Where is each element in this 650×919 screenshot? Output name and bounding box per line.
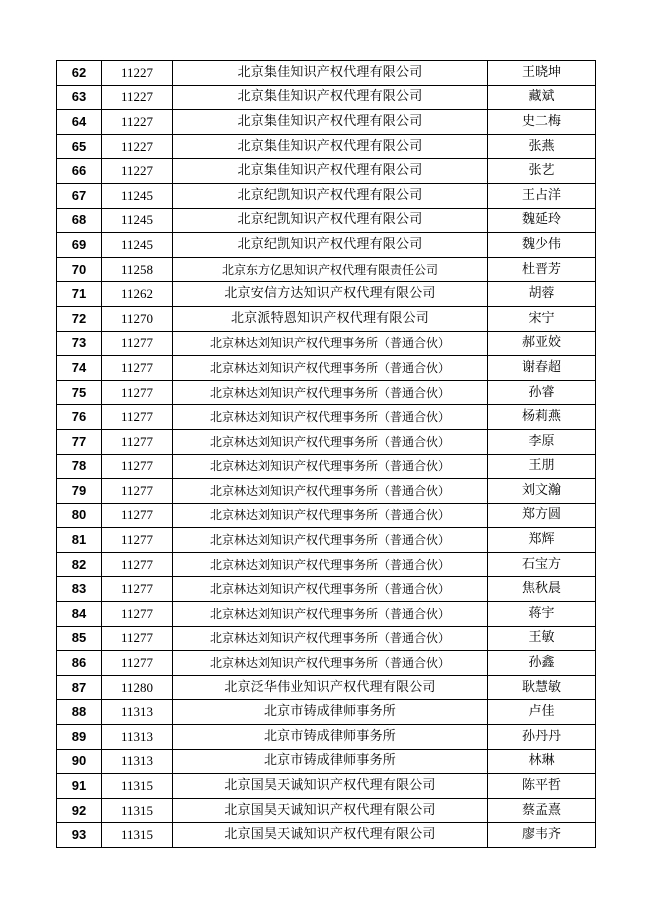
agency-code-cell: 11277: [102, 380, 173, 405]
seq-cell: 79: [57, 479, 102, 504]
seq-cell: 81: [57, 528, 102, 553]
agency-code-cell: 11227: [102, 159, 173, 184]
table-row: [57, 110, 596, 135]
agent-name-cell: 廖韦齐: [488, 823, 596, 848]
agent-name-cell: 石宝方: [488, 552, 596, 577]
agency-name-cell: 北京国昊天诚知识产权代理有限公司: [173, 774, 488, 799]
agency-code-cell: 11277: [102, 552, 173, 577]
agency-name-cell: 北京集佳知识产权代理有限公司: [173, 134, 488, 159]
agency-code-cell: 11315: [102, 798, 173, 823]
agency-code-cell: 11313: [102, 749, 173, 774]
seq-cell: 93: [57, 823, 102, 848]
seq-cell: 67: [57, 183, 102, 208]
table-row: [57, 159, 596, 184]
agent-name-cell: 孙丹丹: [488, 725, 596, 750]
agency-code-cell: 11277: [102, 602, 173, 627]
agent-name-cell: 郑辉: [488, 528, 596, 553]
table-row: [57, 356, 596, 381]
agency-name-cell: 北京林达刘知识产权代理事务所（普通合伙）: [173, 380, 488, 405]
seq-cell: 76: [57, 405, 102, 430]
agency-name-cell: 北京林达刘知识产权代理事务所（普通合伙）: [173, 405, 488, 430]
agency-name-cell: 北京林达刘知识产权代理事务所（普通合伙）: [173, 528, 488, 553]
agency-code-cell: 11280: [102, 675, 173, 700]
agency-code-cell: 11277: [102, 454, 173, 479]
seq-cell: 83: [57, 577, 102, 602]
table-row: [57, 552, 596, 577]
table-row: [57, 183, 596, 208]
seq-cell: 91: [57, 774, 102, 799]
agency-name-cell: 北京林达刘知识产权代理事务所（普通合伙）: [173, 552, 488, 577]
agency-code-cell: 11227: [102, 110, 173, 135]
agent-name-cell: 郑方圆: [488, 503, 596, 528]
agent-name-cell: 刘文瀚: [488, 479, 596, 504]
table-row: [57, 503, 596, 528]
seq-cell: 84: [57, 602, 102, 627]
agency-name-cell: 北京纪凯知识产权代理有限公司: [173, 183, 488, 208]
table-row: [57, 306, 596, 331]
seq-cell: 75: [57, 380, 102, 405]
agent-name-cell: 魏少伟: [488, 233, 596, 258]
agency-name-cell: 北京林达刘知识产权代理事务所（普通合伙）: [173, 356, 488, 381]
table-row: [57, 774, 596, 799]
table-row: [57, 749, 596, 774]
agency-code-cell: 11227: [102, 134, 173, 159]
table-row: [57, 282, 596, 307]
agent-name-cell: 焦秋晨: [488, 577, 596, 602]
table-row: [57, 577, 596, 602]
agency-name-cell: 北京集佳知识产权代理有限公司: [173, 61, 488, 86]
agency-name-cell: 北京林达刘知识产权代理事务所（普通合伙）: [173, 503, 488, 528]
agent-name-cell: 蔡孟熹: [488, 798, 596, 823]
agency-code-cell: 11277: [102, 503, 173, 528]
agency-name-cell: 北京林达刘知识产权代理事务所（普通合伙）: [173, 626, 488, 651]
agency-name-cell: 北京纪凯知识产权代理有限公司: [173, 208, 488, 233]
agency-code-cell: 11313: [102, 725, 173, 750]
agent-name-cell: 林琳: [488, 749, 596, 774]
agency-code-cell: 11277: [102, 429, 173, 454]
table-row: [57, 602, 596, 627]
agency-code-cell: 11245: [102, 233, 173, 258]
agent-name-cell: 陈平哲: [488, 774, 596, 799]
agency-name-cell: 北京林达刘知识产权代理事务所（普通合伙）: [173, 651, 488, 676]
table-row: [57, 85, 596, 110]
agency-name-cell: 北京集佳知识产权代理有限公司: [173, 110, 488, 135]
agent-name-cell: 李原: [488, 429, 596, 454]
seq-cell: 62: [57, 61, 102, 86]
agency-name-cell: 北京纪凯知识产权代理有限公司: [173, 233, 488, 258]
table-row: [57, 626, 596, 651]
agency-name-cell: 北京集佳知识产权代理有限公司: [173, 159, 488, 184]
agency-code-cell: 11277: [102, 651, 173, 676]
table-row: [57, 429, 596, 454]
agent-name-cell: 孙睿: [488, 380, 596, 405]
seq-cell: 85: [57, 626, 102, 651]
seq-cell: 66: [57, 159, 102, 184]
agency-code-cell: 11277: [102, 626, 173, 651]
seq-cell: 88: [57, 700, 102, 725]
agent-name-cell: 杨莉燕: [488, 405, 596, 430]
agency-name-cell: 北京市铸成律师事务所: [173, 749, 488, 774]
seq-cell: 78: [57, 454, 102, 479]
agency-code-cell: 11313: [102, 700, 173, 725]
seq-cell: 74: [57, 356, 102, 381]
agent-name-cell: 魏延玲: [488, 208, 596, 233]
agency-name-cell: 北京国昊天诚知识产权代理有限公司: [173, 823, 488, 848]
agent-name-cell: 蒋宇: [488, 602, 596, 627]
seq-cell: 73: [57, 331, 102, 356]
table-row: [57, 454, 596, 479]
seq-cell: 65: [57, 134, 102, 159]
agency-name-cell: 北京泛华伟业知识产权代理有限公司: [173, 675, 488, 700]
seq-cell: 71: [57, 282, 102, 307]
agency-name-cell: 北京林达刘知识产权代理事务所（普通合伙）: [173, 454, 488, 479]
agent-name-cell: 谢春超: [488, 356, 596, 381]
agent-roster-table: [56, 60, 596, 848]
agent-name-cell: 王敏: [488, 626, 596, 651]
agent-name-cell: 卢佳: [488, 700, 596, 725]
seq-cell: 89: [57, 725, 102, 750]
seq-cell: 82: [57, 552, 102, 577]
table-row: [57, 700, 596, 725]
agency-code-cell: 11270: [102, 306, 173, 331]
agency-code-cell: 11245: [102, 183, 173, 208]
table-row: [57, 331, 596, 356]
table-row: [57, 134, 596, 159]
seq-cell: 92: [57, 798, 102, 823]
agent-name-cell: 宋宁: [488, 306, 596, 331]
seq-cell: 86: [57, 651, 102, 676]
agency-name-cell: 北京林达刘知识产权代理事务所（普通合伙）: [173, 331, 488, 356]
agency-code-cell: 11277: [102, 405, 173, 430]
agent-name-cell: 王占洋: [488, 183, 596, 208]
agency-code-cell: 11315: [102, 823, 173, 848]
agent-name-cell: 张燕: [488, 134, 596, 159]
table-row: [57, 823, 596, 848]
agent-name-cell: 王朋: [488, 454, 596, 479]
agency-name-cell: 北京派特恩知识产权代理有限公司: [173, 306, 488, 331]
agency-name-cell: 北京市铸成律师事务所: [173, 700, 488, 725]
agency-code-cell: 11315: [102, 774, 173, 799]
agent-name-cell: 史二梅: [488, 110, 596, 135]
seq-cell: 72: [57, 306, 102, 331]
agent-name-cell: 耿慧敏: [488, 675, 596, 700]
table-row: [57, 798, 596, 823]
seq-cell: 68: [57, 208, 102, 233]
agent-name-cell: 杜晋芳: [488, 257, 596, 282]
table-row: [57, 725, 596, 750]
seq-cell: 70: [57, 257, 102, 282]
agency-code-cell: 11258: [102, 257, 173, 282]
seq-cell: 64: [57, 110, 102, 135]
agency-code-cell: 11262: [102, 282, 173, 307]
agent-name-cell: 藏斌: [488, 85, 596, 110]
agency-name-cell: 北京东方亿思知识产权代理有限责任公司: [173, 257, 488, 282]
agency-name-cell: 北京国昊天诚知识产权代理有限公司: [173, 798, 488, 823]
agent-name-cell: 张艺: [488, 159, 596, 184]
table-row: [57, 405, 596, 430]
agent-name-cell: 王晓坤: [488, 61, 596, 86]
table-row: [57, 61, 596, 86]
table-row: [57, 479, 596, 504]
agent-name-cell: 郝亚姣: [488, 331, 596, 356]
agent-name-cell: 孙鑫: [488, 651, 596, 676]
roster-table-body: [57, 61, 596, 848]
agency-name-cell: 北京市铸成律师事务所: [173, 725, 488, 750]
agency-code-cell: 11245: [102, 208, 173, 233]
table-row: [57, 380, 596, 405]
agency-name-cell: 北京林达刘知识产权代理事务所（普通合伙）: [173, 429, 488, 454]
agency-code-cell: 11277: [102, 331, 173, 356]
seq-cell: 63: [57, 85, 102, 110]
seq-cell: 80: [57, 503, 102, 528]
agent-name-cell: 胡蓉: [488, 282, 596, 307]
table-row: [57, 233, 596, 258]
agency-name-cell: 北京林达刘知识产权代理事务所（普通合伙）: [173, 602, 488, 627]
agency-code-cell: 11227: [102, 85, 173, 110]
agency-code-cell: 11277: [102, 577, 173, 602]
agency-code-cell: 11277: [102, 528, 173, 553]
seq-cell: 77: [57, 429, 102, 454]
seq-cell: 90: [57, 749, 102, 774]
agency-name-cell: 北京林达刘知识产权代理事务所（普通合伙）: [173, 479, 488, 504]
table-row: [57, 208, 596, 233]
agency-code-cell: 11277: [102, 479, 173, 504]
seq-cell: 69: [57, 233, 102, 258]
agency-code-cell: 11277: [102, 356, 173, 381]
agency-name-cell: 北京林达刘知识产权代理事务所（普通合伙）: [173, 577, 488, 602]
table-row: [57, 651, 596, 676]
agency-name-cell: 北京安信方达知识产权代理有限公司: [173, 282, 488, 307]
table-row: [57, 257, 596, 282]
agency-name-cell: 北京集佳知识产权代理有限公司: [173, 85, 488, 110]
agency-code-cell: 11227: [102, 61, 173, 86]
table-row: [57, 528, 596, 553]
seq-cell: 87: [57, 675, 102, 700]
table-row: [57, 675, 596, 700]
